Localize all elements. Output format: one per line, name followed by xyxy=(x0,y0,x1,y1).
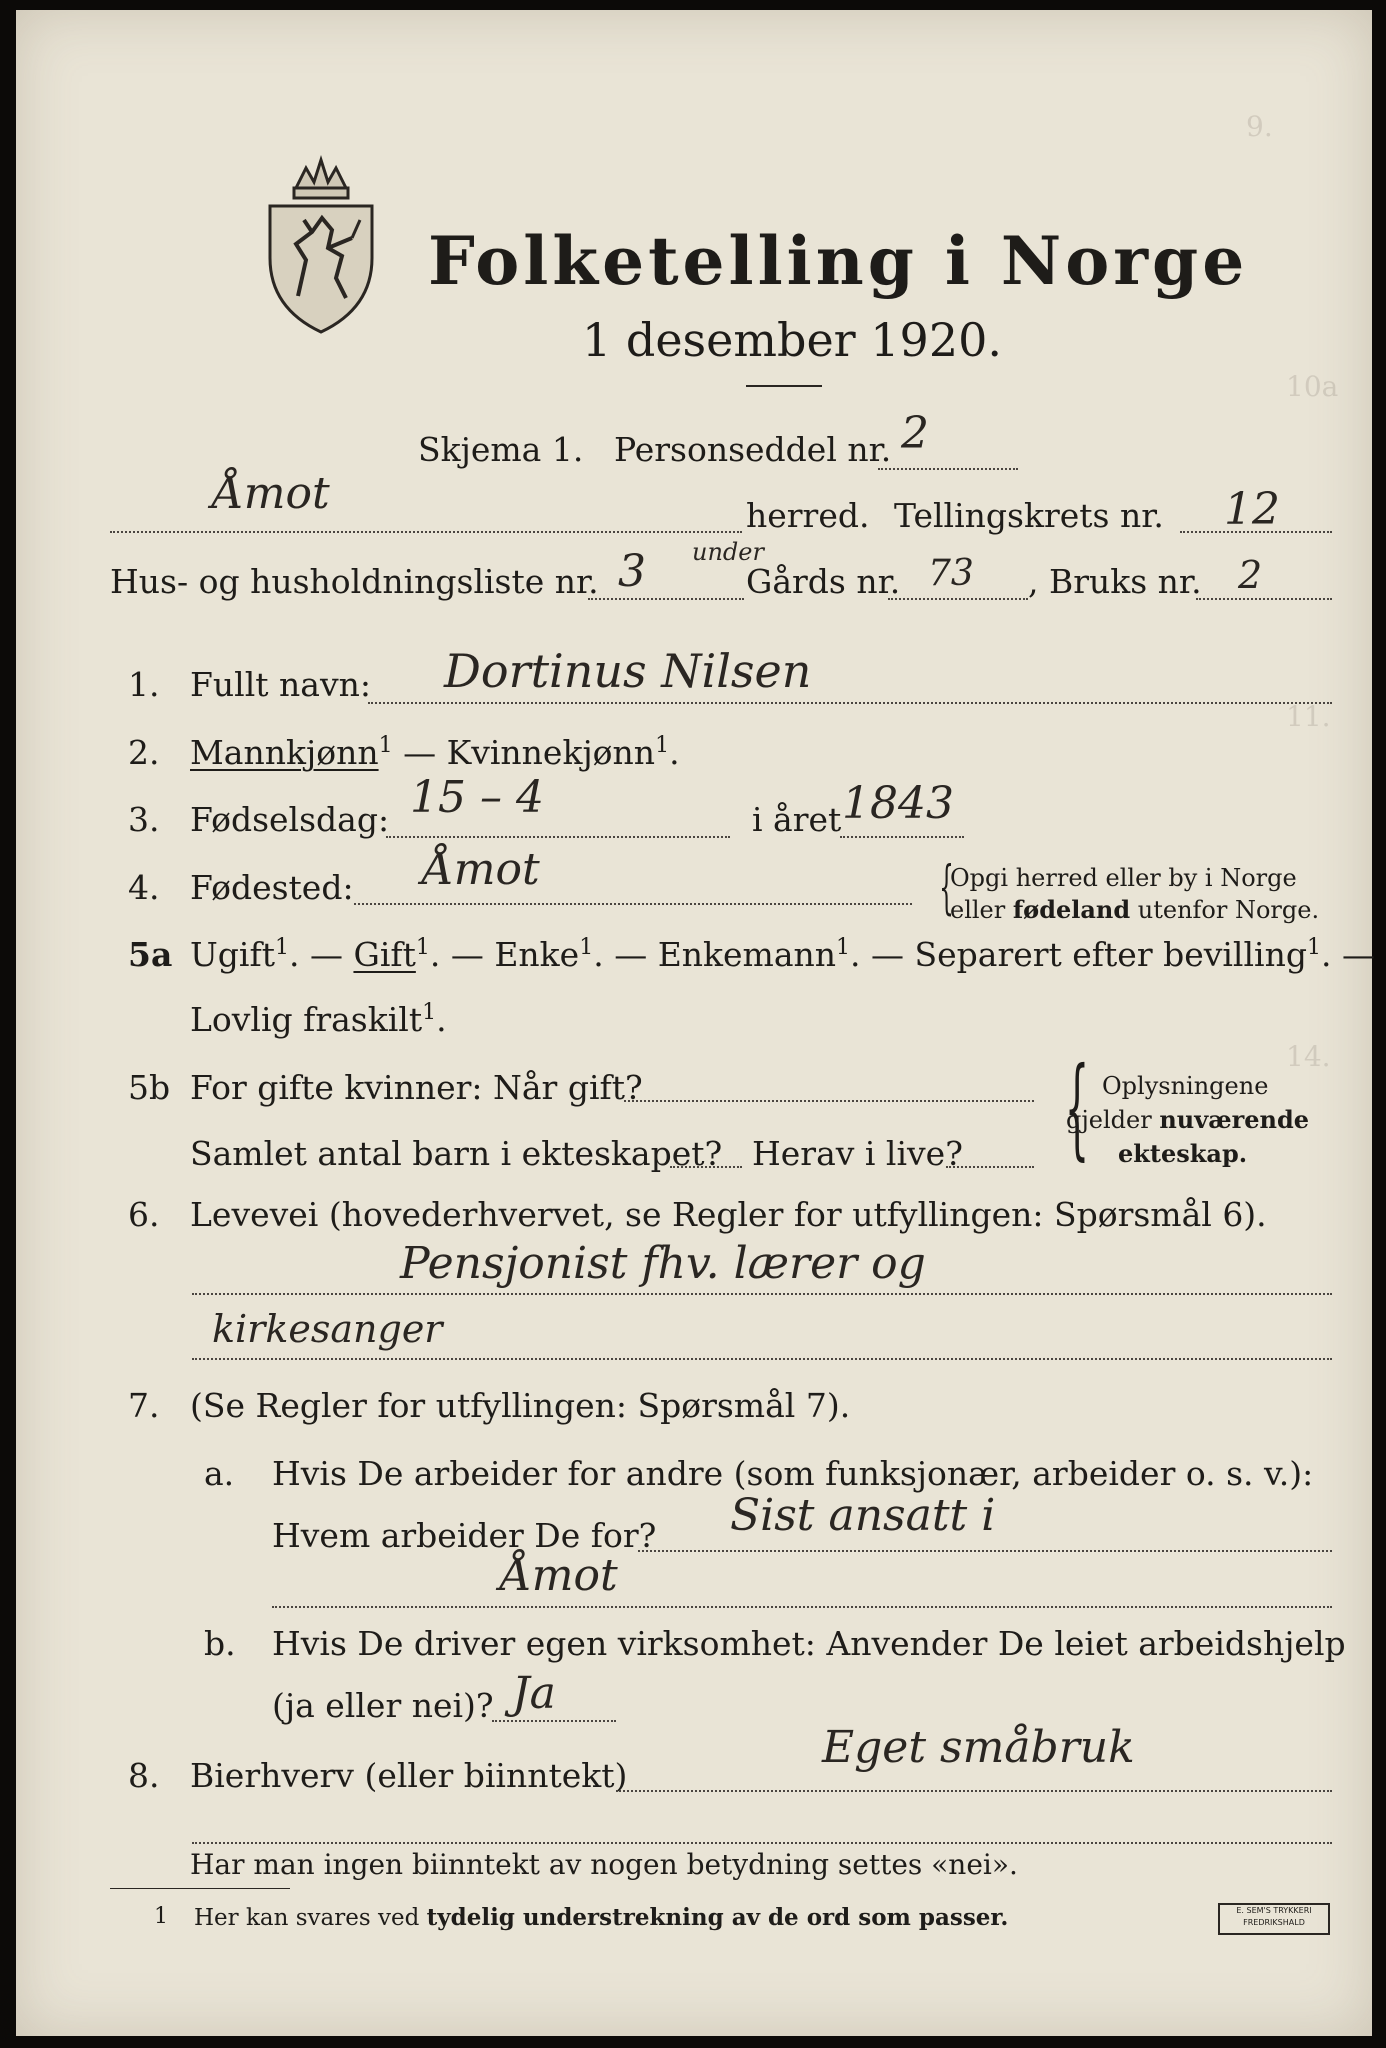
q3-number: 3. xyxy=(128,800,160,839)
husholdningsliste-value: 3 xyxy=(618,546,646,597)
bleed-through-text: 11. xyxy=(1286,700,1331,733)
q5b-note-3: ekteskap. xyxy=(1118,1139,1248,1168)
employer-field-1[interactable] xyxy=(638,1550,1332,1552)
birthday-field[interactable] xyxy=(386,836,730,838)
bleed-through-text: 9. xyxy=(1246,110,1273,143)
employer-value-2: Åmot xyxy=(500,1550,618,1601)
status-enke[interactable]: Enke xyxy=(494,935,580,974)
herred-label: herred. xyxy=(746,496,870,535)
gards-value: 73 xyxy=(928,553,974,594)
employer-value-1: Sist ansatt i xyxy=(730,1490,996,1541)
q6-number: 6. xyxy=(128,1195,160,1234)
marital-status-line-1: Ugift$^1$. — Gift$^1$. — Enke$^1$. — Enkemann$^1$. — Separert efter bevilling$^1$. — xyxy=(190,935,1375,974)
husholdningsliste-note: under xyxy=(692,538,764,566)
marital-status-line-2: Lovlig fraskilt$^1$. xyxy=(190,1000,447,1039)
tellingskrets-value: 12 xyxy=(1224,484,1280,535)
bleed-through-text: 14. xyxy=(1286,1040,1331,1073)
title-divider xyxy=(746,385,822,387)
children-total-field[interactable] xyxy=(670,1166,742,1168)
bruks-value: 2 xyxy=(1238,553,1263,597)
q5b-note-1: Oplysningene xyxy=(1102,1072,1269,1100)
birthplace-note-1: Opgi herred eller by i Norge xyxy=(950,864,1297,892)
q5b-children-label: Samlet antal barn i ekteskapet? xyxy=(190,1134,723,1173)
full-name-field[interactable] xyxy=(368,702,1332,704)
personseddel-label: Personseddel nr. xyxy=(614,430,892,469)
occupation-field-2[interactable] xyxy=(192,1358,1332,1360)
q7a-label: Hvem arbeider De for? xyxy=(272,1516,657,1555)
gender-line: Mannkjønn$^1$ — Kvinnekjønn$^1$. xyxy=(190,733,680,772)
married-when-field[interactable] xyxy=(624,1100,1034,1102)
husholdningsliste-field[interactable] xyxy=(588,598,744,600)
brace-icon: { xyxy=(939,853,954,921)
status-gift[interactable]: Gift xyxy=(353,935,416,974)
side-income-note: Har man ingen biinntekt av nogen betydning settes «nei». xyxy=(190,1848,1018,1881)
census-date: 1 desember 1920. xyxy=(582,313,1002,367)
full-name-value: Dortinus Nilsen xyxy=(444,644,812,698)
skjema-label: Skjema 1. xyxy=(418,430,584,469)
q7b-label: (ja eller nei)? xyxy=(272,1686,494,1725)
gender-female[interactable]: Kvinnekjønn xyxy=(446,733,656,772)
q8-label: Bierhverv (eller biinntekt) xyxy=(190,1756,628,1795)
personseddel-value: 2 xyxy=(901,408,929,459)
hired-help-field[interactable] xyxy=(492,1720,616,1722)
status-separert[interactable]: Separert efter bevilling xyxy=(914,935,1307,974)
q2-number: 2. xyxy=(128,733,160,772)
children-alive-field[interactable] xyxy=(946,1166,1034,1168)
printer-stamp: E. SEM'S TRYKKERI FREDRIKSHALD xyxy=(1218,1903,1330,1935)
q5b-alive-label: Herav i live? xyxy=(752,1134,963,1173)
occupation-field-1[interactable] xyxy=(192,1293,1332,1295)
q6-label: Levevei (hovederhvervet, se Regler for utfyllingen: Spørsmål 6). xyxy=(190,1195,1267,1234)
side-income-value: Eget småbruk xyxy=(822,1722,1135,1773)
q4-label: Fødested: xyxy=(190,868,354,907)
employer-field-2[interactable] xyxy=(272,1606,1332,1608)
q5b-number: 5b xyxy=(128,1068,171,1107)
occupation-value-2: kirkesanger xyxy=(212,1307,443,1351)
q5b-note-2: gjelder nuværende xyxy=(1066,1105,1310,1134)
birthplace-value: Åmot xyxy=(422,844,540,895)
census-form-page xyxy=(16,10,1375,2036)
q5b-married-when-label: For gifte kvinner: Når gift? xyxy=(190,1068,643,1107)
form-title: Folketelling i Norge xyxy=(428,222,1249,300)
birthday-value: 15 – 4 xyxy=(410,772,544,823)
side-income-field-2[interactable] xyxy=(192,1842,1332,1844)
footnote-text: Her kan svares ved tydelig understrekning av de ord som passer. xyxy=(194,1904,1009,1931)
q1-label: Fullt navn: xyxy=(190,665,371,704)
q4-number: 4. xyxy=(128,868,160,907)
q8-number: 8. xyxy=(128,1756,160,1795)
birth-year-label: i året xyxy=(752,800,842,839)
brace-icon: { xyxy=(1064,1043,1090,1171)
q1-number: 1. xyxy=(128,665,160,704)
footnote-mark: 1 xyxy=(154,1904,168,1929)
q3-label: Fødselsdag: xyxy=(190,800,390,839)
footnote-divider xyxy=(110,1888,290,1889)
norway-coat-of-arms-icon xyxy=(256,148,386,338)
status-fraskilt[interactable]: Lovlig fraskilt xyxy=(190,1000,423,1039)
gards-field[interactable] xyxy=(888,598,1028,600)
birth-year-value: 1843 xyxy=(842,778,954,829)
herred-value: Åmot xyxy=(212,468,330,519)
birth-year-field[interactable] xyxy=(840,836,964,838)
herred-field[interactable] xyxy=(110,531,742,533)
q7a-text: Hvis De arbeider for andre (som funksjonær, arbeider o. s. v.): xyxy=(272,1454,1314,1493)
q5a-number: 5a xyxy=(128,935,173,974)
q7-number: 7. xyxy=(128,1386,160,1425)
gender-male[interactable]: Mannkjønn xyxy=(190,733,379,772)
q7b-letter: b. xyxy=(204,1624,236,1663)
status-ugift[interactable]: Ugift xyxy=(190,935,275,974)
tellingskrets-label: Tellingskrets nr. xyxy=(894,496,1164,535)
bleed-through-text: 10a xyxy=(1286,370,1339,403)
gards-label: Gårds nr. xyxy=(746,562,901,601)
husholdningsliste-label: Hus- og husholdningsliste nr. xyxy=(110,562,599,601)
status-enkemann[interactable]: Enkemann xyxy=(657,935,837,974)
occupation-value-1: Pensjonist fhv. lærer og xyxy=(400,1238,926,1289)
birthplace-field[interactable] xyxy=(354,903,912,905)
q7a-letter: a. xyxy=(204,1454,235,1493)
hired-help-value: Ja xyxy=(512,1668,556,1719)
q7-label: (Se Regler for utfyllingen: Spørsmål 7). xyxy=(190,1386,851,1425)
side-income-field[interactable] xyxy=(616,1790,1332,1792)
bruks-field[interactable] xyxy=(1196,598,1332,600)
personseddel-field[interactable] xyxy=(878,468,1018,470)
q7b-text: Hvis De driver egen virksomhet: Anvender De leiet arbeidshjelp xyxy=(272,1624,1346,1663)
birthplace-note-2: eller fødeland utenfor Norge. xyxy=(950,895,1320,924)
bruks-label: , Bruks nr. xyxy=(1028,562,1202,601)
